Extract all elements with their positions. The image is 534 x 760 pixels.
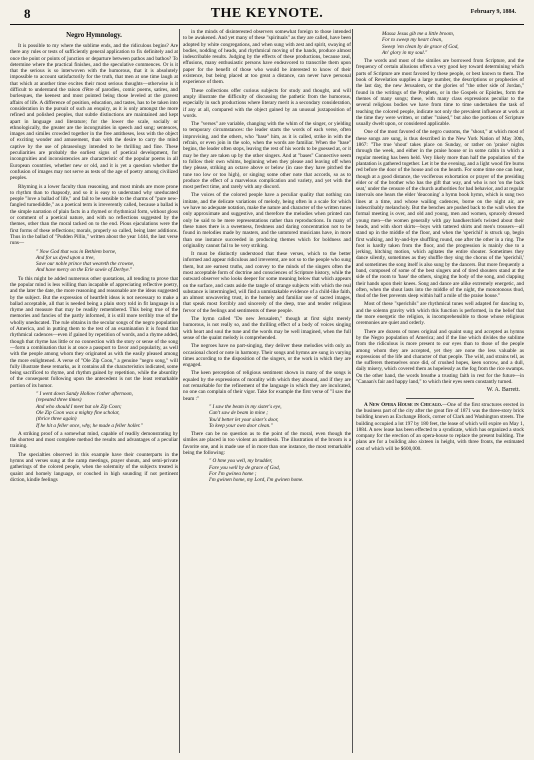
paragraph: There are dozens of tunes original and quaint sung and accepted as hymns by the Negro population of America; and if the line which divides the sublime from the ridiculous is more present to our eyes than to those of the people among whom they are accepted, yet they are none the less valuable as expressions of the life and character of that people. The wild, and strains tell, as the sufferers themselves once did, of crushed hopes, keen sorrow, and a dull, daily misery, which covered them as hopelessly as the fog from the rice swamps. On the other hand, the words breathe a trusting faith in rest for the future—in "Canaan's fair and happy land," to which their eyes seem constantly turned. <box>356 328 524 386</box>
verse-line: Save our noble prince that weareth the crowne, <box>36 261 135 268</box>
article-heading: Negro Hymnology. <box>66 31 122 39</box>
paragraph: The voices of the colored people have a peculiar quality that nothing can imitate, and the delicate variations of melody, being often in a scale for which we have no adequate notation, make the nature and character of the written tunes only approximate and suggestive, and therefore the melodies when printed can only be said to be mere representations rather than reproductions. In many of these tunes there is a sweetness, freshness and daring concentration not to be found in melodies made by masters, and the untutored musicians have, in more than one instance succeeded in producing themes which for boldness and originality cannot fail to be very striking. <box>183 192 351 249</box>
paragraph: It is possible to my where the sublime ends, and the ridiculous begins? Are there any rules or tests of sufficiently general application to fix definitely and at once the point or points of junction or departure between pathos and bathos? To determine where the practical finishes, and the speculative commences. Or is it that the serious is so interwoven with the humorous, that it is absolutely impossible to account satisfactorily for the truth, that men at one time laugh at that which at another time excites their most serious thoughts—otherwise is it difficult to understand the raison d'être of parodies, comic poems, satires, and burlesques, the keenest and most pointed being those leveled at the gravest affairs of life. A difference of position, education, and tastes, has to be taken into consideration in the pursuit of such an enquiry, as it is only amongst the more refined and polished peoples, that subtle distinctions are maintained and kept apart in language and literature; for the lower the scale, socially or ethnologically, the greater are the incongruities in speech and song; sentences, images and similes crowded together in the free antitheses, less with the object of exciting wonder and amusement, than with the desire to carry the mind captive by the use of phraseology intended to be thrilling and fine. These peculiarities are probably the earliest signs of poetical development, for incongruities and inconsistencies are characteristic of the popular poems in all European countries, whether new or old, and it is yet a question whether the confusion of images may not serve as tests of the age of poetry among civilized peoples. <box>10 43 178 182</box>
header-rule <box>10 24 524 25</box>
verse-line: (thrice three again) <box>36 416 77 423</box>
verse-line: An' glory in my soul." <box>382 49 428 56</box>
verse-quote <box>36 249 178 274</box>
verse-line: Sweep 'em clean by de grace of God, <box>382 43 459 50</box>
column-1 <box>10 29 178 755</box>
page-number: 8 <box>24 6 31 21</box>
paragraph: There can be no question as to the point of the moral, even though the similes are placed in too violent an antithesis. The illustration of the broom is a favorite one, and is made use of in more than one instance, the most remarkable being the following: <box>183 431 351 456</box>
news-item <box>356 402 524 452</box>
paragraph: Rhyming is a lower faculty than reasoning, and most minds are more prone to rhythm than to rhapsody, and so it is easy to understand why uneducated people "love a ballad of life," and fail to be sensible to the charms of "pure new-fangled turnediddle," as a poetical term is irreverently called, because a ballad is the simple narration of plain facts in a rhymed or rhythmical form, without gloss or comment of a poetical nature, and with no reflections suggested by the themes, other than the moral tacked on to the end. Pious ejaculations were the first forms of these reflections; morals, properly so called, being later additions. Thus in the ballad of "Pudden Pillin," written about the year 1444, the last verse runs— <box>10 183 178 247</box>
paragraph: The keen perception of religious sentiment shown in many of the songs is equaled by the expressions of morality with which they abound, and if they are not remarkable for the refinement of the language in which they are inculcated, no one can complain of their vigor. Take for example the first verse of "I saw the beam :" <box>183 370 351 402</box>
verse-line: Fare you well by de grace of God, <box>209 464 280 471</box>
verse-line: " Now God that was in Bethlem borne, <box>36 248 117 255</box>
column-3 <box>356 29 524 755</box>
paragraph: To this might be added numerous other quotations, all tending to prove that the popular mind is less willing than incapable of appreciating reflective poetry, and the later the date, the more reasoning and reasonable are the ideas suggested by the subject. But the expression of heartfelt ideas is not necessary to make a ballad acceptable, all that is needed being a plain story told in fit language in a rhyme and measure that may be readily remembered. This being true of the memories and fancies of the partly informed, it is still more terribly true of the wholly uneducated. The rule obtains in the secular songs of the negro population of America, and in putting them to the test of an examination it is found that rhythmical cadences—even if gained by repetition of words, and a rhyme added, though that rhyme has little or no connection with the story or sense of the song—form a combination that is at once a passport to favor and popularity, as well with the people among whom they originated as with the easily pleased among the more enlightened. A verse of "Ole Zip Coon," a genuine "negro song," will fully illustrate these remarks, as it contains all the characteristics indicated, some being sacrificed to rhyme, and rhythm gained by repetition, while the absurdity of the consequent following upon the antecedent is not the least remarkable portion of its humor. <box>10 275 178 389</box>
author-signature: W. A. Barrett. <box>486 387 520 394</box>
verse-line: Can't saw de beam in mine ; <box>209 410 269 417</box>
news-body: —One of the first structures erected in the business part of the city after the great fire of 1871 was the three-story brick building known as Exchange Block, corner of Clark and Washington streets. The building occupied a lot 197 by 180 feet, the lease of which will expire on May 1, 1884. A new lease has been effected to a syndicate, which has organized a stock company for the erection of an opera-house to replace the present building. The plans are for a building also sixteen in height, with three fronts, the estimated cost of which will be $600,000. <box>356 401 524 452</box>
paragraph: The hymn called "Do new Jerusalem," though at first sight merely humorous, is not really so, and the thrilling effect of a body of voices singing with heart and soul the tune and the words may be well imagined, when the full sense of the quaint melody is comprehended. <box>183 316 351 341</box>
paragraph: One of the most favored of the negro customs, the "shout," at which most of these songs are sung, is thus described in the New York Nation of May 30th, 1867: "The true 'shout' takes place on Sunday, or rather on 'praise' nights through the week, and either in the praise house or in some cabin in which a regular meeting has been held. Very likely more than half the population of the plantation is gathered together. Let it be the evening, and a light wood fire burns red before the door of the house and on the hearth. For some time one can hear, though at a good distance, the vociferous exhortation or prayer of the presiding elder or of the brother who has the gift that way, and who is not 'on the back seat,' under the censure of the church authorities for bad behavior, and at regular intervals one hears the elder 'deaconing' a hymn book hymn, which is sung two lines at a time, and whose wailing cadences, borne on the night air, are indescribably melancholy. But the benches are pushed back to the wall when the formal meeting is over, and old and young, men and women, sprucely dressed young men—the women generally with gay handkerchiefs twisted about their heads, and with short skirts—boys with tattered shirts and men's trousers—all stand up in the middle of the floor, and when the 'sperichil' is struck up, begin first walking, and by-and-bye shuffling round, one after the other in a ring. The foot is hardly taken from the floor, and the progression is mainly due to a jerking, hitching motion, which agitates the entire shouter. Sometimes they dance silently, sometimes as they shuffle they sing the chorus of the 'sperichil,' and sometimes the song itself is also sung by the dancers. But more frequently a band, composed of some of the best singers and of tired shouters stand at the side of the room to 'base' the others, singing the body of the song, and clapping their hands upon their knees. Song and dance are alike extremely energetic, and often, when the shout lasts into the middle of the night, the monotonous thud, thud of the feet prevents sleep within half a mile of the praise house." <box>356 129 524 300</box>
issue-date: February 9, 1884. <box>470 9 516 15</box>
column-divider <box>352 29 353 753</box>
column-2 <box>183 29 351 755</box>
verse-quote <box>382 31 524 56</box>
paragraph: These collections offer curious subjects for study and thought, and will amply illustrate the difficulty of discussing the pathetic from the humorous, especially in such productions where literary merit is a secondary consideration, if any at all, compared with the object gained by an unusual juxtaposition of words. <box>183 87 351 119</box>
paragraph: It must be distinctly understood that these verses, which to the better informed and appear ridiculous and irreverent, are not so to the people who sung them, but are earnest truths, and convey to the minds of the singers often the most acceptable form of doctrine and consciences of Scripture history, while the outward observer who looks deeper for some meaning below that which appears on the surface, and casts aside the tangle of strange subjects with which the real substance is intermingled, will find a unmistakable evidence of a child-like faith, an almost unwavering trust, in the homely and familiar use of sacred images, that speak most forcibly and sincerely of the deep, true and tender religious fervor of the feelings and sentiments of these people. <box>183 251 351 314</box>
paragraph: The words and most of the similes are borrowed from Scripture, and the frequency of certain allusions offers a very good key toward determining which parts of Scripture are most favored by these people, or best known to them. The book of Revelation supplies a large number, the descriptions or prophecies of the last day, the new Jerusalem, or the glories of "the other side of Jordan," found in the writings of the Prophets, or in the Gospels or Epistles, form the themes of many songs; these, with many class expressions peculiar to the several religious bodies we have from time to time undertaken the task of teaching the colored people, indicate not only the prevalent influence at work at the time they were written, or rather "raised," but also the portions of Scripture usually dwelt upon, or considered applicable. <box>356 58 524 128</box>
verse-line: And for us dyed upon a tree, <box>36 254 95 261</box>
verse-line: To keep your own door clean." <box>209 422 273 429</box>
verse-line: If he hit a feller once, why, he made a feller holler." <box>36 422 143 429</box>
verse-line: I'm gwinen home, my Lord, I'm gwinen home. <box>209 477 304 484</box>
verse-quote <box>36 391 178 429</box>
verse-line: For I'm gwinea home ; <box>209 470 257 477</box>
verse-quote <box>209 404 351 429</box>
verse-line: " O hme you well, my brudder, <box>209 458 273 465</box>
column-divider <box>179 29 180 753</box>
paragraph: Most of these "sperichils" are rhythmical tunes well adapted for dancing to, and the solemn gravity with which this function is performed, in the belief that the more energetic the religion, is incomprehensible to those whose religious ceremonies are quiet and orderly. <box>356 301 524 327</box>
verse-line: " I saw the beam in my sister's eye, <box>209 403 282 410</box>
paragraph: The "verses" are variable, changing with the whim of the singer, or yielding to temporary circumstances: the leader starts the words of each verse, often improvising, and the others, who "base" him, as it is called, strike in with the refrain, or even join in the solo, when the words are familiar. When the "base" begins, the leader often stops, leaving the rest of his words to be guessed at, or it may be they are taken up by the other singers. And at "bases" Connective seem to follow their own whims, beginning when they please and leaving off when they please, striking an octave above or below (in case they have pitched the tune too low or too high), or singing some other note that accords, so as to produce the effect of a marvelous complication and variety, and yet with the most perfect time, and rarely with any discord. <box>183 121 351 191</box>
verse-line: Massa Jesus gib me a little broom, <box>382 31 454 37</box>
verse-line: Ole Zip Coon was a mighty fine scholar, <box>36 409 120 416</box>
news-lead: A New Opera House in Chicago. <box>364 401 443 408</box>
publication-title: THE KEYNOTE. <box>210 6 324 21</box>
verse-line: For to sweep my heart clean, <box>382 37 443 44</box>
verse-line: (repeated three times) <box>36 397 82 404</box>
verse-line: " I went down Sandy Hollow t'other afternoon, <box>36 391 133 398</box>
verse-line: And who should I meet but ole Zip Coon; <box>36 403 122 410</box>
verse-line: You'd better let your sister's door, <box>209 416 279 423</box>
verse-line: And have mercy on the Erle sowle of Derbye." <box>36 267 133 274</box>
verse-quote <box>209 458 351 483</box>
paragraph: in the minds of disinterested observers somewhat foreign to those intended to be awakened. And yet many of these "spirituals" as they are called, have been adopted by white congregations, and when sung with zest and spirit, swaying of bodies, nodding of heads, and rhythmical moving of the hands, produce almost indescribable results. Judging by the effects of these productions, because zeal, effusions, many enthusiastic persons have endeavored to transcribe them upon paper for the benefit of those who would be interested to know of their existence, but being placed at too great a distance, can never have personal experience of them. <box>183 29 351 86</box>
masthead <box>18 6 516 24</box>
paragraph: The negroes have no part-singing, they deliver these melodies with only an occasional chord or note in harmony. Their songs and hymns are sung in varying times according to the disposition of the singers, or the work in which they are engaged. <box>183 343 351 369</box>
paragraph: A striking proof of a somewhat mind, capable of readily demonstrating by the shortest and most complete method the results and advantages of a peculiar training. <box>10 430 178 450</box>
section-separator <box>406 398 473 399</box>
paragraph: The specialties observed in this example have their counterparts in the hymns and verses sung at the camp meetings, prayer shouts, and semi-private gatherings of the colored people, when the solemnity of the subjects treated is quaint and homely language, or couched in high sounding if not pertinent diction, kindle feelings <box>10 451 178 483</box>
